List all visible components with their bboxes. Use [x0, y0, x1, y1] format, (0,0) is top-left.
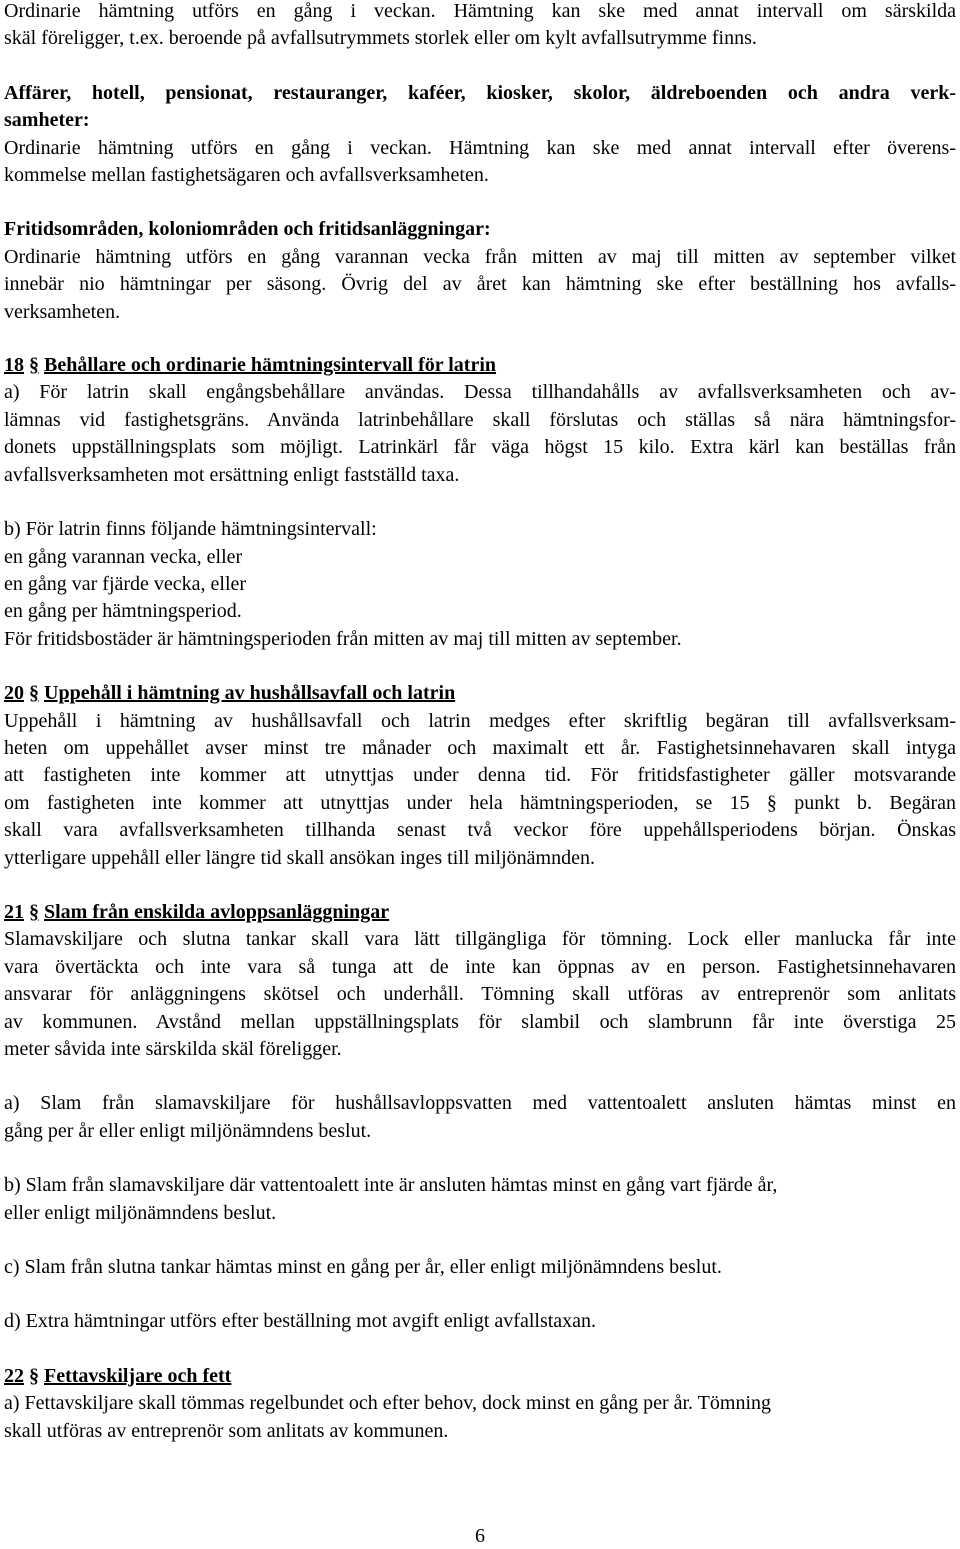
businesses-block — [4, 80, 956, 190]
section-22 — [4, 1363, 956, 1445]
section-symbol: § — [29, 682, 39, 705]
text-line: Ordinarie hämtning utförs en gång i veckan. Hämtning kan ske med annat intervall om särskilda — [4, 0, 956, 22]
text-line: kommelse mellan fastighetsägaren och avfallsverksamheten. — [4, 164, 489, 187]
text-line: Ordinarie hämtning utförs en gång i veckan. Hämtning kan ske med annat intervall efter överens- — [4, 136, 956, 159]
section-20 — [4, 680, 956, 872]
text-line: heten om uppehållet avser minst tre månader och maximalt ett år. Fastighetsinnehavaren skall intyga — [4, 736, 956, 759]
section-21-b — [4, 1172, 956, 1227]
list-item: en gång var fjärde vecka, eller — [4, 572, 247, 595]
text-line: av kommunen. Avstånd mellan uppställningsplats för slambil och slambrunn får inte överstiga 25 — [4, 1010, 956, 1033]
section-number: 20 — [4, 682, 24, 705]
text-line: ansvarar för anläggningens skötsel och underhåll. Tömning skall utföras av entreprenör som anlitats — [4, 983, 956, 1006]
list-item: en gång varannan vecka, eller — [4, 545, 243, 568]
text-line: donets uppställningsplats som möjligt. Latrinkärl får väga högst 15 kilo. Extra kärl kan beställas från — [4, 436, 956, 459]
section-18 — [4, 352, 956, 489]
section-heading — [4, 899, 956, 926]
list-item: en gång per hämtningsperiod. — [4, 600, 242, 623]
text-line: avfallsverksamheten mot ersättning enligt fastställd taxa. — [4, 463, 460, 486]
text-line: a) Slam från slamavskiljare för hushållsavloppsvatten med vattentoalett ansluten hämtas minst en — [4, 1092, 956, 1115]
section-title: Fettavskiljare och fett — [44, 1364, 232, 1387]
text-line: om fastigheten inte kommer att utnyttjas under hela hämtningsperioden, se 15 § punkt b. Begäran — [4, 791, 956, 814]
text-line: c) Slam från slutna tankar hämtas minst en gång per år, eller enligt miljönämndens beslut. — [4, 1256, 722, 1279]
text-line: ytterligare uppehåll eller längre tid skall ansökan inges till miljönämnden. — [4, 846, 595, 869]
section-title: Uppehåll i hämtning av hushållsavfall och latrin — [44, 682, 456, 705]
text-line: vara övertäckta och inte vara så tunga att de inte kan öppnas av en person. Fastighetsinnehavaren — [4, 955, 956, 978]
businesses-heading: samheter: — [4, 109, 90, 132]
businesses-heading: Affärer, hotell, pensionat, restauranger, kaféer, kiosker, skolor, äldreboenden och andra verk- — [4, 81, 956, 104]
section-18-b — [4, 516, 956, 653]
text-line: skäl föreligger, t.ex. beroende på avfallsutrymmets storlek eller om kylt avfallsutrymme finns. — [4, 27, 757, 50]
section-title: Behållare och ordinarie hämtningsintervall för latrin — [44, 354, 497, 377]
text-line: a) Fettavskiljare skall tömmas regelbundet och efter behov, dock minst en gång per år. Tömning — [4, 1392, 772, 1415]
text-line: verksamheten. — [4, 300, 121, 323]
section-number: 21 — [4, 900, 24, 923]
section-number: 18 — [4, 354, 24, 377]
page-number: 6 — [475, 1525, 485, 1547]
section-symbol: § — [29, 900, 39, 923]
section-heading — [4, 352, 956, 379]
section-21 — [4, 899, 956, 1063]
text-line: Uppehåll i hämtning av hushållsavfall och latrin medges efter skriftlig begäran till avfallsverksam- — [4, 709, 956, 732]
section-symbol: § — [29, 354, 39, 377]
text-line: d) Extra hämtningar utförs efter beställning mot avgift enligt avfallstaxan. — [4, 1310, 597, 1333]
section-heading — [4, 680, 956, 707]
text-line: Slamavskiljare och slutna tankar skall vara lätt tillgängliga för tömning. Lock eller manlucka får inte — [4, 928, 956, 951]
section-21-d — [4, 1308, 956, 1335]
text-line: b) För latrin finns följande hämtningsintervall: — [4, 518, 377, 541]
text-line: gång per år eller enligt miljönämndens beslut. — [4, 1119, 372, 1142]
text-line: a) För latrin skall engångsbehållare användas. Dessa tillhandahålls av avfallsverksamheten och av- — [4, 381, 956, 404]
text-line: För fritidsbostäder är hämtningsperioden från mitten av maj till mitten av september. — [4, 627, 682, 650]
intro-paragraph — [4, 0, 956, 53]
document-page — [4, 0, 956, 1445]
text-line: Ordinarie hämtning utförs en gång varannan vecka från mitten av maj till mitten av september vilket — [4, 245, 956, 268]
text-line: att fastigheten inte kommer att utnyttjas under denna tid. För fritidsfastigheter gäller motsvarande — [4, 764, 956, 787]
section-21-a — [4, 1090, 956, 1145]
text-line: b) Slam från slamavskiljare där vattentoalett inte är ansluten hämtas minst en gång vart fjärde år, — [4, 1174, 778, 1197]
leisure-block — [4, 216, 956, 326]
text-line: lämnas vid fastighetsgräns. Använda latrinbehållare skall förslutas och ställas så nära hämtningsfor- — [4, 408, 956, 431]
text-line: eller enligt miljönämndens beslut. — [4, 1201, 277, 1224]
section-symbol: § — [29, 1364, 39, 1387]
section-title: Slam från enskilda avloppsanläggningar — [44, 900, 390, 923]
section-number: 22 — [4, 1364, 24, 1387]
text-line: meter såvida inte särskilda skäl föreligger. — [4, 1038, 342, 1060]
section-heading — [4, 1363, 956, 1390]
text-line: innebär nio hämtningar per säsong. Övrig del av året kan hämtning ske efter beställning hos avfalls- — [4, 273, 956, 296]
leisure-heading: Fritidsområden, koloniområden och fritidsanläggningar: — [4, 218, 491, 241]
text-line: skall vara avfallsverksamheten tillhanda senast två veckor före uppehållsperiodens början. Önskas — [4, 819, 956, 842]
section-21-c — [4, 1254, 956, 1281]
text-line: skall utföras av entreprenör som anlitats av kommunen. — [4, 1419, 449, 1442]
